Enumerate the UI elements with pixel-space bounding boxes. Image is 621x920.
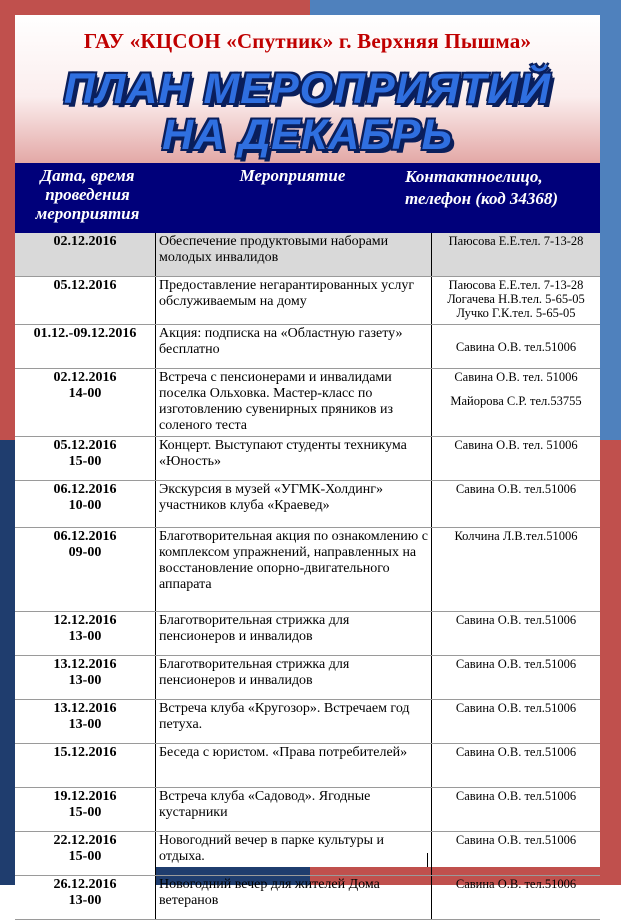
event-date: 02.12.2016 bbox=[53, 370, 117, 385]
contact-line: Савина О.В. тел.51006 bbox=[455, 701, 577, 715]
contact-line bbox=[432, 891, 600, 905]
cell-date bbox=[15, 744, 156, 788]
cell-event: Экскурсия в музей «УГМК-Холдинг» участников клуба «Краевед» bbox=[156, 481, 432, 528]
event-date: 22.12.2016 bbox=[53, 833, 117, 848]
contact-line: Савина О.В. тел.51006 bbox=[455, 613, 577, 627]
table-row bbox=[15, 481, 600, 528]
cell-event: Новогодний вечер в парке культуры и отдыха. bbox=[156, 832, 432, 876]
contact-line bbox=[432, 817, 600, 831]
contact-line: Колчина Л.В.тел.51006 bbox=[454, 529, 578, 543]
event-time: 10-00 bbox=[68, 498, 102, 513]
event-date: 06.12.2016 bbox=[53, 482, 117, 497]
event-time: 15-00 bbox=[68, 454, 102, 469]
contact-line bbox=[432, 510, 600, 524]
contact-line bbox=[432, 803, 600, 817]
contact-line bbox=[432, 557, 600, 571]
cell-contact bbox=[432, 744, 601, 788]
event-time: 13-00 bbox=[68, 717, 102, 732]
event-time: 15-00 bbox=[68, 805, 102, 820]
table-row bbox=[15, 233, 600, 277]
cell-contact bbox=[432, 656, 601, 700]
contact-line bbox=[432, 262, 600, 276]
contact-line bbox=[432, 671, 600, 685]
cell-event: Встреча клуба «Кругозор». Встречаем год петуха. bbox=[156, 700, 432, 744]
table-row bbox=[15, 277, 600, 325]
cell-contact bbox=[432, 832, 601, 876]
cell-contact bbox=[432, 876, 601, 920]
contact-line bbox=[432, 773, 600, 787]
event-time: 15-00 bbox=[68, 849, 102, 864]
contact-line bbox=[432, 905, 600, 919]
column-header-event: Мероприятие bbox=[239, 166, 346, 185]
cell-contact bbox=[432, 437, 601, 481]
cell-contact bbox=[432, 612, 601, 656]
table-row bbox=[15, 369, 600, 437]
cell-contact bbox=[432, 481, 601, 528]
contact-line bbox=[432, 641, 600, 655]
event-time: 13-00 bbox=[68, 893, 102, 908]
page-title-line-2: НА ДЕКАБРЬ bbox=[162, 111, 453, 159]
contact-line: Паюсова Е.Е.тел. 7-13-28 bbox=[448, 278, 584, 292]
contact-line bbox=[432, 861, 600, 875]
cell-event: Акция: подписка на «Областную газету» бесплатно bbox=[156, 325, 432, 369]
contact-line bbox=[432, 466, 600, 480]
event-date: 05.12.2016 bbox=[53, 278, 117, 293]
contact-line: Савина О.В. тел.51006 bbox=[455, 482, 577, 496]
cell-date bbox=[15, 528, 156, 612]
cell-contact bbox=[432, 788, 601, 832]
cell-date bbox=[15, 832, 156, 876]
contact-line bbox=[432, 715, 600, 729]
event-time: 13-00 bbox=[68, 629, 102, 644]
contact-line bbox=[432, 627, 600, 641]
contact-line: Логачева Н.В.тел. 5-65-05 bbox=[447, 292, 585, 306]
table-row bbox=[15, 744, 600, 788]
cell-contact bbox=[432, 233, 601, 277]
cell-event: Предоставление негарантированных услуг обслуживаемым на дому bbox=[156, 277, 432, 325]
cell-date bbox=[15, 700, 156, 744]
cell-event: Встреча с пенсионерами и инвалидами поселка Ольховка. Мастер-класс по изготовлению сувенирных пряников из соленого теста bbox=[156, 369, 432, 437]
cell-event: Благотворительная стрижка для пенсионеров и инвалидов bbox=[156, 612, 432, 656]
contact-line bbox=[432, 847, 600, 861]
table-row bbox=[15, 788, 600, 832]
page-title-line-1: ПЛАН МЕРОПРИЯТИЙ bbox=[63, 65, 552, 113]
cell-event: Беседа с юристом. «Права потребителей» bbox=[156, 744, 432, 788]
contact-line: Савина О.В. тел.51006 bbox=[455, 789, 577, 803]
cell-contact bbox=[432, 277, 601, 325]
contact-line bbox=[432, 248, 600, 262]
cell-date bbox=[15, 656, 156, 700]
event-time: 13-00 bbox=[68, 673, 102, 688]
cell-event: Встреча клуба «Садовод». Ягодные кустарники bbox=[156, 788, 432, 832]
contact-line bbox=[432, 408, 600, 422]
cell-date bbox=[15, 876, 156, 920]
organization-name: ГАУ «КЦСОН «Спутник» г. Верхняя Пышма» bbox=[83, 29, 532, 53]
table-bottom-filler bbox=[155, 853, 428, 867]
contact-line bbox=[432, 326, 600, 340]
cell-event: Концерт. Выступают студенты техникума «Юность» bbox=[156, 437, 432, 481]
contact-line: Савина О.В. тел.51006 bbox=[455, 657, 577, 671]
header-band bbox=[15, 15, 600, 163]
contact-line bbox=[432, 452, 600, 466]
cell-contact bbox=[432, 700, 601, 744]
contact-line: Паюсова Е.Е.тел. 7-13-28 bbox=[448, 234, 584, 248]
table-header bbox=[15, 163, 600, 233]
table-row bbox=[15, 700, 600, 744]
table-row bbox=[15, 437, 600, 481]
table-row bbox=[15, 656, 600, 700]
contact-line: Лучко Г.К.тел. 5-65-05 bbox=[456, 306, 576, 320]
event-date: 26.12.2016 bbox=[53, 877, 117, 892]
cell-contact bbox=[432, 369, 601, 437]
table-row bbox=[15, 528, 600, 612]
contact-line: Майорова С.Р. тел.53755 bbox=[450, 394, 582, 408]
contact-line: Савина О.В. тел. 51006 bbox=[454, 438, 578, 452]
cell-event: Благотворительная акция по ознакомлению с комплексом упражнений, направленных на восстановление опорно-двигательного аппарата bbox=[156, 528, 432, 612]
event-time: 09-00 bbox=[68, 545, 102, 560]
contact-line: Савина О.В. тел.51006 bbox=[455, 833, 577, 847]
event-date: 01.12.-09.12.2016 bbox=[33, 326, 137, 341]
cell-event: Новогодний вечер для жителей Дома ветеранов bbox=[156, 876, 432, 920]
event-time: 14-00 bbox=[68, 386, 102, 401]
contact-line bbox=[432, 685, 600, 699]
cell-event: Обеспечение продуктовыми наборами молодых инвалидов bbox=[156, 233, 432, 277]
cell-date bbox=[15, 788, 156, 832]
event-date: 02.12.2016 bbox=[53, 234, 117, 249]
cell-event: Благотворительная стрижка для пенсионеров и инвалидов bbox=[156, 656, 432, 700]
column-header-contact: Контактноелицо, телефон (код 34368) bbox=[405, 167, 559, 208]
contact-line: Савина О.В. тел.51006 bbox=[455, 340, 577, 354]
table-row bbox=[15, 876, 600, 920]
cell-date bbox=[15, 369, 156, 437]
content-panel bbox=[15, 15, 600, 908]
cell-date bbox=[15, 437, 156, 481]
event-date: 06.12.2016 bbox=[53, 529, 117, 544]
cell-date bbox=[15, 277, 156, 325]
contact-line: Савина О.В. тел.51006 bbox=[455, 877, 577, 891]
table-row bbox=[15, 325, 600, 369]
contact-line bbox=[432, 543, 600, 557]
event-date: 19.12.2016 bbox=[53, 789, 117, 804]
column-header-date: Дата, время проведения мероприятия bbox=[35, 166, 140, 223]
cell-date bbox=[15, 325, 156, 369]
event-date: 13.12.2016 bbox=[53, 701, 117, 716]
cell-contact bbox=[432, 325, 601, 369]
contact-line bbox=[432, 729, 600, 743]
cell-date bbox=[15, 233, 156, 277]
contact-line bbox=[432, 759, 600, 773]
event-date: 05.12.2016 bbox=[53, 438, 117, 453]
cell-date bbox=[15, 481, 156, 528]
contact-line bbox=[432, 496, 600, 510]
events-table bbox=[15, 233, 600, 920]
cell-contact bbox=[432, 528, 601, 612]
contact-line: Савина О.В. тел.51006 bbox=[455, 745, 577, 759]
event-date: 13.12.2016 bbox=[53, 657, 117, 672]
cell-date bbox=[15, 612, 156, 656]
event-date: 12.12.2016 bbox=[53, 613, 117, 628]
contact-line bbox=[432, 354, 600, 368]
event-date: 15.12.2016 bbox=[53, 745, 117, 760]
table-row bbox=[15, 612, 600, 656]
contact-line: Савина О.В. тел. 51006 bbox=[454, 370, 578, 384]
